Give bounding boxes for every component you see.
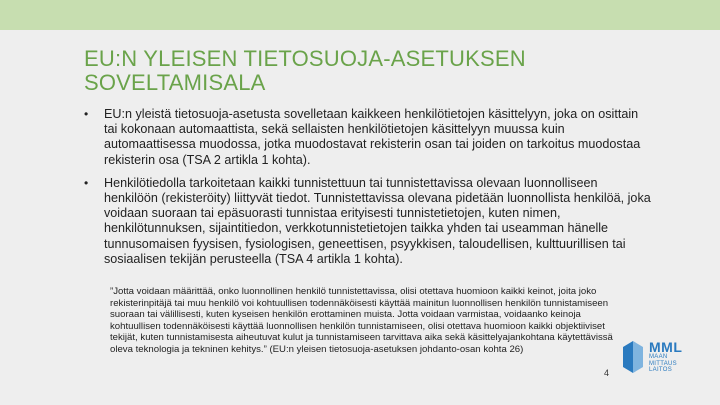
bullet-item <box>84 107 654 168</box>
bullet-text: EU:n yleistä tietosuoja-asetusta sovelletaan kaikkeen henkilötietojen käsittelyyn, joka on osittain tai kokonaan automaattista, sekä sellaisten henkilötietojen käsittelyyn muussa kuin automaattisessa muodossa, jotka muodostavat rekisterin osan tai joiden on tarkoitus muodostaa rekisterin osa (TSA 2 artikla 1 kohta). <box>104 107 641 167</box>
page-number: 4 <box>604 368 610 378</box>
logo-text <box>649 340 682 374</box>
bullet-item <box>84 176 654 267</box>
bullet-text: Henkilötiedolla tarkoitetaan kaikki tunnistettuun tai tunnistettavissa olevaan luonnolliseen henkilöön (rekisteröity) liittyvät tiedot. Tunnistettavissa olevana pidetään luonnollista henkilöä, joka voidaan suoraan tai epäsuorasti tunnistaa erityisesti tunnistetietojen, kuten nimen, henkilötunnuksen, sijaintitiedon, verkkotunnistetietojen taikka yhden tai useamman hänelle tunnusomaisen fyysisen, fysiologisen, geneettisen, psyykkisen, taloudellisen, kulttuurillisen tai sosiaalisen tekijän perusteella (TSA 4 artikla 1 kohta). <box>104 175 651 266</box>
slide-title: EU:N YLEISEN TIETOSUOJA-ASETUKSEN SOVELTAMISALA <box>84 46 526 95</box>
bullet-marker: • <box>84 175 89 190</box>
mml-logo-mark-icon <box>619 337 647 377</box>
bullet-list <box>84 107 654 275</box>
mml-logo <box>619 337 699 377</box>
logo-line3: LAITOS <box>649 367 673 374</box>
bullet-marker: • <box>84 107 89 121</box>
top-accent-bar <box>0 0 720 30</box>
logo-line2: MITTAUS <box>649 360 677 367</box>
quote-text: ”Jotta voidaan määrittää, onko luonnollinen henkilö tunnistettavissa, olisi otettava huomioon kaikki keinot, joita joko rekisterinpitäjä tai muu henkilö voi kohtuullisen todennäköisesti käyttää mainitun luonnollisen henkilön tunnistamiseen suoraan tai välillisesti, kuten kyseisen henkilön erottaminen muista. Jotta voidaan varmistaa, voidaanko keinoja kohtuullisen todennäköisesti käyttää luonnollisen henkilön tunnistamiseen, olisi otettava huomioon kaikki objektiiviset tekijät, kuten tunnistamisesta aiheutuvat kulut ja tunnistamiseen tarvittava aika sekä käsittelyajankohtana käytettävissä oleva teknologia ja tekninen kehitys.” (EU:n yleisen tietosuoja-asetuksen johdanto-osan kohta 26) <box>110 286 613 355</box>
logo-line1: MAAN <box>649 354 668 361</box>
logo-big: MML <box>649 339 683 356</box>
